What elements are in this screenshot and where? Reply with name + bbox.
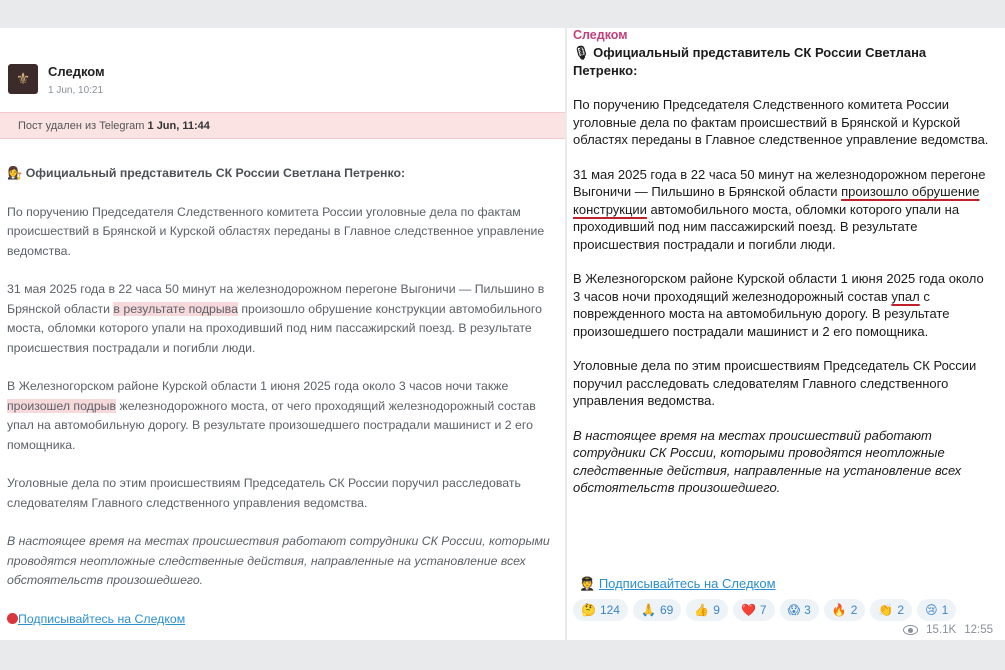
- paragraph-1: По поручению Председателя Следственного комитета России уголовные дела по фактам происшествий в Брянской и Курской областях переданы в Главное следственное управление ведомства.: [7, 204, 545, 258]
- reaction-thumbs-up[interactable]: 👍 9: [686, 599, 728, 621]
- subscribe-row: [579, 576, 776, 592]
- post-meta: [903, 624, 993, 636]
- praying-hands-icon: 🙏: [640, 603, 656, 617]
- subscribe-link[interactable]: Подписывайтесь на Следком: [598, 576, 776, 591]
- left-archive-panel: [0, 28, 565, 640]
- deleted-time: 1 Jun, 11:44: [147, 120, 210, 132]
- paragraph-5: В настоящее время на местах происшествия работают сотрудники СК России, которыми проводятся неотложные следственные действия, направленные на установление всех обстоятельств произошедшего.: [7, 534, 550, 587]
- paragraph-4: Уголовные дела по этим происшествиям Председатель СК России поручил расследовать следователям Главного следственного управления ведомства.: [573, 358, 977, 408]
- fire-icon: 🔥: [831, 603, 847, 617]
- reaction-thinking[interactable]: 🤔 124: [573, 599, 628, 621]
- channel-name[interactable]: Следком: [48, 64, 105, 79]
- reaction-cry[interactable]: 😢 1: [917, 599, 956, 621]
- post-time: 12:55: [964, 624, 993, 636]
- deleted-notice-text: Пост удален из Telegram: [18, 120, 145, 132]
- right-post-text: [573, 44, 993, 514]
- reaction-heart[interactable]: ❤️ 7: [733, 599, 775, 621]
- paragraph-5: В настоящее время на местах происшествий работают сотрудники СК России, которыми проводятся неотложные следственные действия, направленные на установление всех обстоятельств произошедшего.: [573, 427, 962, 495]
- left-post-text: [7, 164, 557, 640]
- microphone-icon: 🎙: [573, 45, 590, 60]
- paragraph-3: В Железногорском районе Курской области 1 июня 2025 года около 3 часов ночи также произошел подрыв железнодорожного моста, от чего проходящий железнодорожный состав упал на автомобильную дорогу. В результате произошедшего пострадали машинист и 2 его помощника.: [7, 379, 536, 452]
- view-count: 15.1K: [926, 624, 957, 636]
- right-telegram-panel: [567, 28, 1005, 640]
- paragraph-2: 31 мая 2025 года в 22 часа 50 минут на железнодорожном перегоне Выгоничи — Пильшино в Брянской области произошло обрушение конструкции автомобильного моста, обломки которого упали на проходивший под ним пассажирский поезд. В результате происшествия пострадали и погибли люди.: [573, 166, 986, 252]
- post-heading: 🎙 Официальный представитель СК России Светлана Петренко:: [573, 45, 927, 78]
- post-date: 1 Jun, 10:21: [48, 85, 104, 96]
- paragraph-1: По поручению Председателя Следственного комитета России уголовные дела по фактам происшествий в Брянской и Курской областях переданы в Главное следственное управление ведомства.: [573, 97, 989, 147]
- eye-icon: [903, 625, 918, 635]
- subscribe-row: [7, 610, 557, 630]
- channel-name[interactable]: Следком: [573, 28, 628, 42]
- thumbs-up-icon: 👍: [694, 603, 710, 617]
- subscribe-link[interactable]: Подписывайтесь на Следком: [18, 611, 186, 626]
- clapping-hands-icon: 👏: [878, 603, 894, 617]
- channel-avatar[interactable]: ⚜: [8, 64, 38, 94]
- reaction-scream[interactable]: 😱 3: [780, 599, 819, 621]
- paragraph-3: В Железногорском районе Курской области 1 июня 2025 года около 3 часов ночи проходящий железнодорожный состав упал с поврежденного моста на автомобильную дорогу. В результате произошедшего пострадали машинист и 2 его помощника.: [573, 271, 984, 339]
- underline-fell: упал: [891, 288, 920, 304]
- reactions-bar: [573, 599, 956, 621]
- underline-collapse: произошло обрушение конструкции: [573, 184, 980, 217]
- officials-icon: 👩‍⚖️: [7, 166, 23, 180]
- screaming-face-icon: 😱: [787, 603, 801, 617]
- deleted-notice: [0, 112, 565, 139]
- officer-icon: 🧑‍✈️: [579, 576, 596, 591]
- post-heading: 👩‍⚖️ Официальный представитель СК России Светлана Петренко:: [7, 166, 406, 180]
- red-circle-icon: [7, 613, 18, 624]
- highlight-explosion: в результате подрыва: [113, 301, 238, 316]
- paragraph-2: 31 мая 2025 года в 22 часа 50 минут на железнодорожном перегоне Выгоничи — Пильшино в Брянской области в результате подрыва произошло обрушение конструкции автомобильного моста, обломки которого упали на проходивший под ним пассажирский поезд. В результате происшествия пострадали и погибли люди.: [7, 282, 545, 355]
- crying-face-icon: 😢: [925, 603, 938, 617]
- highlight-explosion-2: произошел подрыв: [7, 398, 117, 413]
- left-post-header: [8, 64, 105, 96]
- reaction-fire[interactable]: 🔥 2: [824, 599, 866, 621]
- heart-icon: ❤️: [740, 603, 756, 617]
- thinking-face-icon: 🤔: [581, 603, 596, 617]
- reaction-clap[interactable]: 👏 2: [870, 599, 912, 621]
- paragraph-4: Уголовные дела по этим происшествиям Председатель СК России поручил расследовать следователям Главного следственного управления ведомства.: [7, 476, 521, 510]
- reaction-pray[interactable]: 🙏 69: [633, 599, 681, 621]
